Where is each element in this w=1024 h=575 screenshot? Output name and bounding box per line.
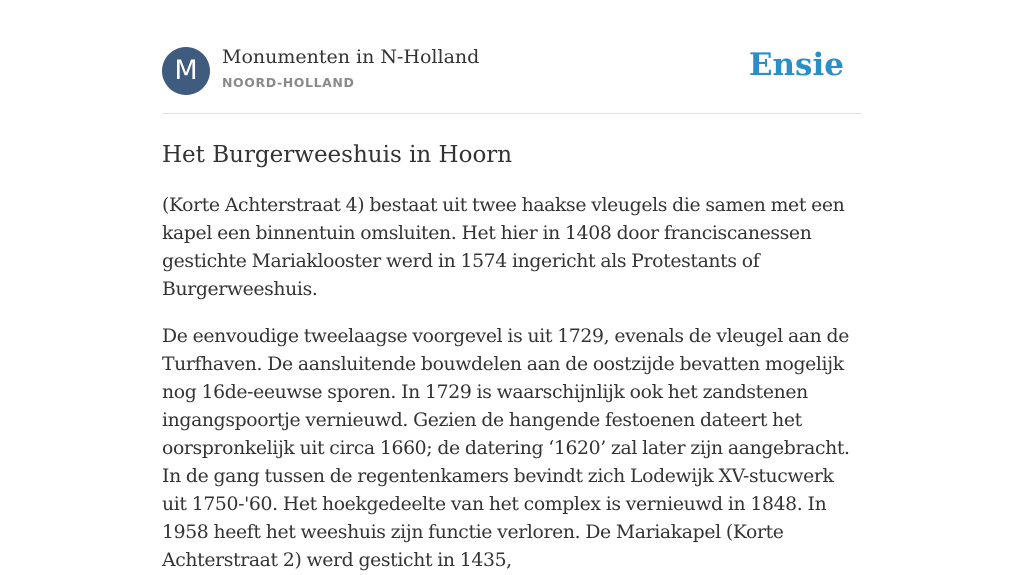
article-paragraph-2: De eenvoudige tweelaagse voorgevel is uit 1729, evenals de vleugel aan de Turfhaven. De aansluitende bouwdelen aan de oostzijde bevatten mogelijk nog 16de-eeuwse sporen. In 1729 is waarschijnlijk ook het zandstenen ingangspoortje vernieuwd. Gezien de hangende festoenen dateert het oorspronkelijk uit circa 1660; de datering ‘1620’ zal later zijn aangebracht. In de gang tussen de regentenkamers bevindt zich Lodewijk XV-stucwerk uit 1750-'60. Het hoekgedeelte van het complex is vernieuwd in 1848. In 1958 heeft het weeshuis zijn functie verloren. De Mariakapel (Korte Achterstraat 2) werd gesticht in 1435, — [162, 326, 850, 571]
header — [162, 0, 862, 114]
ensie-logo-link[interactable]: Ensie — [748, 47, 844, 83]
article-paragraph-1: (Korte Achterstraat 4) bestaat uit twee haakse vleugels die samen met een kapel een binnentuin omsluiten. Het hier in 1408 door franciscanessen gestichte Mariaklooster werd in 1574 ingericht als Protestants of Burgerweeshuis. — [162, 195, 845, 300]
avatar[interactable]: M — [162, 47, 210, 95]
article-title: Het Burgerweeshuis in Hoorn — [162, 142, 513, 168]
site-subtitle: NOORD-HOLLAND — [222, 75, 355, 90]
page-container — [162, 0, 862, 575]
site-title-link[interactable]: Monumenten in N-Holland — [222, 46, 480, 68]
